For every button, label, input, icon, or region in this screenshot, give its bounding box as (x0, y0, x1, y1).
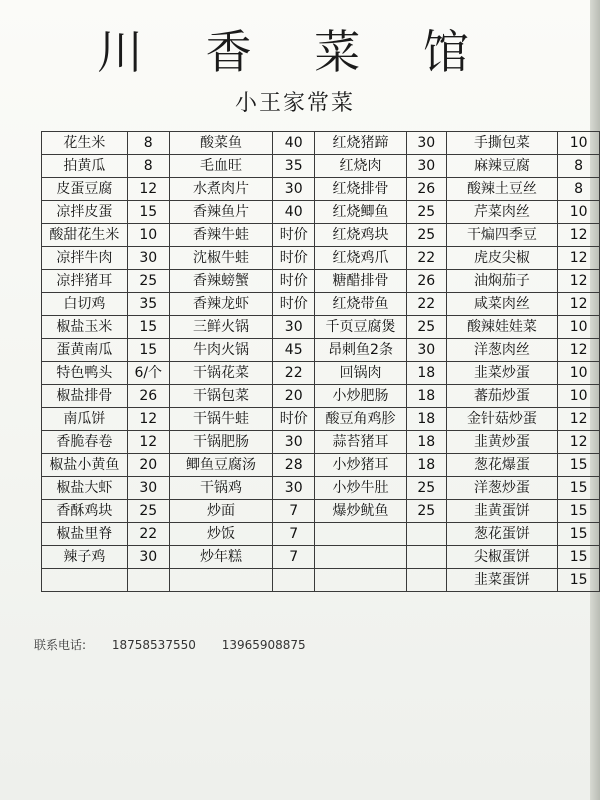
dish-price: 15 (558, 523, 600, 546)
dish-price (406, 546, 446, 569)
dish-price: 26 (406, 270, 446, 293)
dish-name: 椒盐排骨 (42, 385, 128, 408)
dish-price: 8 (127, 132, 169, 155)
dish-name: 干锅牛蛙 (169, 408, 273, 431)
dish-price: 40 (273, 201, 315, 224)
dish-name: 酸豆角鸡胗 (315, 408, 407, 431)
dish-name: 韭菜炒蛋 (446, 362, 558, 385)
dish-price (406, 569, 446, 592)
dish-price: 8 (558, 155, 600, 178)
dish-name: 香辣螃蟹 (169, 270, 273, 293)
dish-name: 蕃茄炒蛋 (446, 385, 558, 408)
dish-price: 30 (273, 431, 315, 454)
dish-name: 椒盐里脊 (42, 523, 128, 546)
contact-info (34, 636, 328, 653)
menu-row (42, 431, 600, 454)
dish-name: 小炒牛肚 (315, 477, 407, 500)
dish-name: 特色鸭头 (42, 362, 128, 385)
dish-price: 18 (406, 408, 446, 431)
dish-price (273, 569, 315, 592)
dish-price: 12 (127, 178, 169, 201)
dish-price: 26 (127, 385, 169, 408)
dish-name: 糖醋排骨 (315, 270, 407, 293)
dish-name: 尖椒蛋饼 (446, 546, 558, 569)
dish-price: 12 (558, 224, 600, 247)
dish-price: 30 (406, 339, 446, 362)
dish-price: 22 (406, 293, 446, 316)
dish-name: 回锅肉 (315, 362, 407, 385)
menu-row (42, 270, 600, 293)
menu-row (42, 500, 600, 523)
dish-name: 香辣鱼片 (169, 201, 273, 224)
dish-price: 15 (558, 546, 600, 569)
dish-name: 韭黄炒蛋 (446, 431, 558, 454)
dish-price: 25 (406, 500, 446, 523)
dish-name: 葱花爆蛋 (446, 454, 558, 477)
dish-name (169, 569, 273, 592)
dish-name: 炒面 (169, 500, 273, 523)
restaurant-subtitle: 小王家常菜 (234, 91, 355, 116)
dish-price: 8 (127, 155, 169, 178)
dish-name: 红烧带鱼 (315, 293, 407, 316)
dish-name: 牛肉火锅 (169, 339, 273, 362)
dish-price: 12 (558, 270, 600, 293)
dish-price: 18 (406, 362, 446, 385)
dish-name: 干锅包菜 (169, 385, 273, 408)
dish-name (42, 569, 128, 592)
dish-name: 蒜苔猪耳 (315, 431, 407, 454)
dish-name: 椒盐大虾 (42, 477, 128, 500)
dish-name: 红烧排骨 (315, 178, 407, 201)
dish-price: 30 (127, 477, 169, 500)
dish-name: 红烧鸡爪 (315, 247, 407, 270)
dish-name: 拍黄瓜 (42, 155, 128, 178)
dish-price: 15 (558, 477, 600, 500)
dish-name: 凉拌牛肉 (42, 247, 128, 270)
dish-price: 35 (127, 293, 169, 316)
dish-name: 香酥鸡块 (42, 500, 128, 523)
menu-row (42, 316, 600, 339)
dish-name: 干煸四季豆 (446, 224, 558, 247)
dish-name: 昂刺鱼2条 (315, 339, 407, 362)
menu-row (42, 408, 600, 431)
dish-name: 韭菜蛋饼 (446, 569, 558, 592)
dish-price: 28 (273, 454, 315, 477)
dish-name: 韭黄蛋饼 (446, 500, 558, 523)
dish-price: 45 (273, 339, 315, 362)
dish-price: 25 (406, 224, 446, 247)
dish-name: 金针菇炒蛋 (446, 408, 558, 431)
dish-name: 香辣牛蛙 (169, 224, 273, 247)
dish-name (315, 546, 407, 569)
dish-price: 18 (406, 431, 446, 454)
dish-name: 白切鸡 (42, 293, 128, 316)
menu-row (42, 454, 600, 477)
dish-name: 酸菜鱼 (169, 132, 273, 155)
dish-price: 12 (558, 339, 600, 362)
menu-row (42, 155, 600, 178)
dish-price: 30 (127, 247, 169, 270)
menu-row (42, 224, 600, 247)
dish-price: 10 (558, 201, 600, 224)
dish-name: 干锅肥肠 (169, 431, 273, 454)
dish-price: 35 (273, 155, 315, 178)
dish-name: 酸辣娃娃菜 (446, 316, 558, 339)
dish-price: 22 (406, 247, 446, 270)
dish-price: 12 (558, 247, 600, 270)
restaurant-title: 川 香 菜 馆 (97, 25, 493, 79)
dish-price: 8 (558, 178, 600, 201)
dish-name: 南瓜饼 (42, 408, 128, 431)
dish-name: 爆炒鱿鱼 (315, 500, 407, 523)
dish-price: 7 (273, 500, 315, 523)
dish-price: 30 (273, 178, 315, 201)
dish-price: 26 (406, 178, 446, 201)
dish-price: 30 (127, 546, 169, 569)
dish-price: 10 (558, 316, 600, 339)
menu-row (42, 201, 600, 224)
dish-price: 40 (273, 132, 315, 155)
dish-price: 22 (127, 523, 169, 546)
dish-name: 麻辣豆腐 (446, 155, 558, 178)
dish-price: 18 (406, 454, 446, 477)
dish-name: 芹菜肉丝 (446, 201, 558, 224)
menu-row (42, 132, 600, 155)
dish-price: 25 (127, 270, 169, 293)
dish-name: 炒年糕 (169, 546, 273, 569)
contact-phone-1: 18758537550 (111, 638, 196, 652)
dish-price: 时价 (273, 270, 315, 293)
menu-row (42, 362, 600, 385)
menu-row (42, 339, 600, 362)
dish-name: 毛血旺 (169, 155, 273, 178)
dish-price: 7 (273, 546, 315, 569)
dish-price: 12 (558, 431, 600, 454)
menu-row (42, 569, 600, 592)
dish-name: 红烧猪蹄 (315, 132, 407, 155)
dish-price: 15 (127, 339, 169, 362)
dish-name (315, 569, 407, 592)
dish-price: 时价 (273, 224, 315, 247)
menu-row (42, 385, 600, 408)
dish-name: 红烧鲫鱼 (315, 201, 407, 224)
dish-price: 20 (127, 454, 169, 477)
dish-name: 洋葱肉丝 (446, 339, 558, 362)
dish-price: 12 (558, 293, 600, 316)
menu-row (42, 247, 600, 270)
dish-name: 红烧鸡块 (315, 224, 407, 247)
dish-name: 油焖茄子 (446, 270, 558, 293)
dish-price: 15 (127, 316, 169, 339)
dish-name: 酸甜花生米 (42, 224, 128, 247)
dish-name: 干锅鸡 (169, 477, 273, 500)
dish-name: 咸菜肉丝 (446, 293, 558, 316)
dish-price: 30 (406, 132, 446, 155)
dish-name: 干锅花菜 (169, 362, 273, 385)
dish-price: 25 (406, 316, 446, 339)
menu-row (42, 477, 600, 500)
contact-label: 联系电话: (34, 638, 87, 652)
dish-price: 时价 (273, 293, 315, 316)
dish-price: 6/个 (127, 362, 169, 385)
dish-price: 15 (127, 201, 169, 224)
menu-row (42, 523, 600, 546)
menu-row (42, 178, 600, 201)
dish-name: 小炒肥肠 (315, 385, 407, 408)
menu-table (41, 131, 600, 592)
menu-row (42, 546, 600, 569)
dish-price: 20 (273, 385, 315, 408)
menu-row (42, 293, 600, 316)
dish-name: 虎皮尖椒 (446, 247, 558, 270)
dish-price: 时价 (273, 247, 315, 270)
dish-name: 皮蛋豆腐 (42, 178, 128, 201)
dish-price: 30 (406, 155, 446, 178)
dish-price (127, 569, 169, 592)
dish-price: 时价 (273, 408, 315, 431)
dish-name: 炒饭 (169, 523, 273, 546)
dish-name: 三鲜火锅 (169, 316, 273, 339)
dish-name: 葱花蛋饼 (446, 523, 558, 546)
dish-name: 水煮肉片 (169, 178, 273, 201)
dish-name: 香脆春卷 (42, 431, 128, 454)
contact-phone-2: 13965908875 (221, 638, 306, 652)
dish-price: 10 (558, 362, 600, 385)
dish-price: 12 (558, 408, 600, 431)
dish-price: 22 (273, 362, 315, 385)
dish-price: 15 (558, 569, 600, 592)
dish-name: 红烧肉 (315, 155, 407, 178)
dish-name: 花生米 (42, 132, 128, 155)
dish-name: 蛋黄南瓜 (42, 339, 128, 362)
dish-name: 椒盐玉米 (42, 316, 128, 339)
dish-price: 25 (406, 201, 446, 224)
dish-price: 7 (273, 523, 315, 546)
dish-name: 辣子鸡 (42, 546, 128, 569)
dish-price: 10 (558, 132, 600, 155)
dish-price: 15 (558, 454, 600, 477)
dish-price: 12 (127, 431, 169, 454)
dish-price: 15 (558, 500, 600, 523)
dish-name: 洋葱炒蛋 (446, 477, 558, 500)
dish-name: 凉拌猪耳 (42, 270, 128, 293)
dish-name: 小炒猪耳 (315, 454, 407, 477)
dish-name: 手撕包菜 (446, 132, 558, 155)
dish-price: 18 (406, 385, 446, 408)
dish-price: 30 (273, 316, 315, 339)
dish-name: 沈椒牛蛙 (169, 247, 273, 270)
dish-price: 30 (273, 477, 315, 500)
dish-price: 12 (127, 408, 169, 431)
dish-price: 10 (558, 385, 600, 408)
dish-name (315, 523, 407, 546)
dish-name: 香辣龙虾 (169, 293, 273, 316)
dish-name: 凉拌皮蛋 (42, 201, 128, 224)
dish-price: 25 (127, 500, 169, 523)
dish-price (406, 523, 446, 546)
dish-price: 25 (406, 477, 446, 500)
dish-name: 椒盐小黄鱼 (42, 454, 128, 477)
dish-name: 千页豆腐煲 (315, 316, 407, 339)
dish-name: 鲫鱼豆腐汤 (169, 454, 273, 477)
dish-price: 10 (127, 224, 169, 247)
dish-name: 酸辣土豆丝 (446, 178, 558, 201)
